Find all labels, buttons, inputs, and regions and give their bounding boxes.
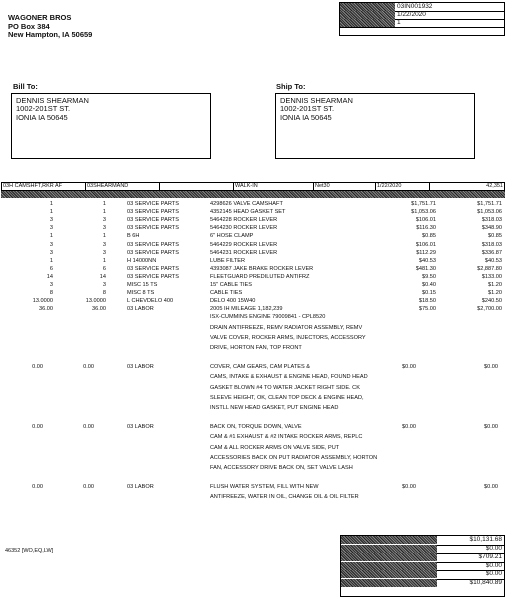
qty-ordered: 36.00 xyxy=(39,306,53,313)
item-category: 03 LABOR xyxy=(127,424,154,431)
redacted-label xyxy=(340,11,395,19)
qty-shipped: 0.00 xyxy=(83,364,94,371)
line-amount: $240.50 xyxy=(481,298,502,305)
bill-to-label: Bill To: xyxy=(13,82,38,91)
redacted-label xyxy=(340,19,395,27)
labor-note-line: FAN, ACCESSORY DRIVE BACK ON, SET VALVE LASH xyxy=(210,465,353,471)
qty-ordered: 3 xyxy=(49,282,53,288)
footer-code: 46352 [WO,EQ,LW] xyxy=(5,548,54,554)
qty-shipped: 13.0000 xyxy=(85,298,106,305)
line-amount: $1,053.06 xyxy=(477,209,502,216)
line-amount: $318.03 xyxy=(481,241,502,248)
item-category: 03 SERVICE PARTS xyxy=(127,273,179,280)
labor-note-line: SLEEVE HEIGHT, OK, CLEAN TOP DECK & ENGINE HEAD, xyxy=(210,394,364,401)
labor-note-line: CAM & #1 EXHAUST & #2 INTAKE ROCKER ARMS, REPLC xyxy=(210,434,363,441)
line-amount: $2,700.00 xyxy=(477,306,502,313)
invoice-page: 1 xyxy=(397,19,401,26)
qty-ordered: 1 xyxy=(49,209,53,216)
line-amount: $0.00 xyxy=(484,364,498,371)
qty-shipped: 14 xyxy=(99,273,106,280)
labor-note-line: DRIVE, HORTON FAN, TOP FRONT xyxy=(210,345,302,351)
invoice-page-row xyxy=(340,19,504,28)
unit-price: $40.53 xyxy=(418,257,436,264)
item-description: 4393087 JAKE BRAKE ROCKER LEVER xyxy=(210,265,314,272)
order-number: 42,351 xyxy=(486,183,503,189)
qty-shipped: 0.00 xyxy=(83,484,94,491)
qty-ordered: 6 xyxy=(49,265,53,272)
labor-note-line: ISX-CUMMINS ENGINE 79009841 - CPL8520 xyxy=(210,314,326,321)
bill-to-city: IONIA IA 50645 xyxy=(16,112,68,122)
unit-price: $106.01 xyxy=(415,241,436,248)
item-description: DELO 400 15W40 xyxy=(210,298,256,305)
bill-to-box xyxy=(11,93,211,159)
item-description: CABLE TIES xyxy=(210,290,243,297)
invoice-number: 03IN001932 xyxy=(397,3,433,10)
redacted-label xyxy=(341,570,437,578)
redacted-label xyxy=(341,579,437,587)
line-amount: $0.85 xyxy=(488,233,502,240)
qty-shipped: 3 xyxy=(102,225,106,232)
total-value: $0.00 xyxy=(485,570,502,578)
qty-ordered: 3 xyxy=(49,241,53,248)
labor-note-line: INSTLL NEW HEAD GASKET, PUT ENGINE HEAD xyxy=(210,405,339,411)
item-description: 2005 IH MILEAGE 1,182,239 xyxy=(210,306,283,313)
ship-to-name: DENNIS SHEARMAN xyxy=(280,96,353,105)
qty-shipped: 6 xyxy=(102,265,106,272)
item-category: H 14000NN xyxy=(127,257,157,264)
unit-price: $1,053.06 xyxy=(411,209,436,216)
qty-shipped: 0.00 xyxy=(83,424,94,431)
item-category: 03 SERVICE PARTS xyxy=(127,225,179,232)
redacted-label xyxy=(341,553,437,561)
unit-price: $112.29 xyxy=(416,249,436,256)
qty-shipped: 1 xyxy=(102,233,106,240)
unit-price: $0.00 xyxy=(402,364,416,371)
qty-ordered: 1 xyxy=(49,257,53,264)
table-header-bar xyxy=(1,191,505,198)
qty-shipped: 3 xyxy=(102,217,106,224)
unit-price: $0.85 xyxy=(422,233,436,240)
item-description: FLEETGUARD PREDILUTED ANTIFRZ xyxy=(210,273,310,280)
item-description: 15" CABLE TIES xyxy=(210,282,252,288)
line-amount: $336.87 xyxy=(481,249,502,256)
qty-ordered: 1 xyxy=(49,201,53,207)
item-description: 5464231 ROCKER LEVER xyxy=(210,249,278,256)
order-reference: 03H CAMSHFT,RKR AF xyxy=(2,183,86,190)
item-description: 5464229 ROCKER LEVER xyxy=(210,241,278,248)
unit-price: $0.00 xyxy=(402,484,416,491)
invoice-info-box xyxy=(339,2,505,36)
item-category: B 6H xyxy=(127,233,140,240)
unit-price: $9.50 xyxy=(422,273,436,280)
labor-note-line: CAMS, INTAKE & EXHAUST & ENGINE HEAD, FOUND HEAD xyxy=(210,374,368,381)
unit-price: $0.15 xyxy=(422,290,436,297)
line-amount: $318.03 xyxy=(481,217,502,224)
order-date: 1/22/2020 xyxy=(376,183,430,190)
line-amount: $1.20 xyxy=(488,290,502,297)
company-header xyxy=(8,14,92,40)
ship-via: WALK-IN xyxy=(234,183,314,190)
redacted-label xyxy=(341,545,437,553)
item-category: L CHEVDELO 400 xyxy=(127,298,174,305)
company-address-2: New Hampton, IA 50659 xyxy=(8,30,93,39)
item-description: 6" HOSE CLAMP xyxy=(210,233,254,240)
salesperson: 03SHEARMAND xyxy=(86,183,160,190)
item-category: 03 SERVICE PARTS xyxy=(127,209,179,216)
qty-shipped: 1 xyxy=(102,201,106,207)
item-category: 03 LABOR xyxy=(127,484,154,491)
labor-note-line: DRAIN ANTIFREEZE, REMV RADIATOR ASSEMBLY, REMV xyxy=(210,324,363,331)
item-description: 5464230 ROCKER LEVER xyxy=(210,225,278,232)
item-description: LUBE FILTER xyxy=(210,257,246,264)
bill-to-name: DENNIS SHEARMAN xyxy=(16,96,89,105)
line-amount: $1,751.71 xyxy=(477,201,502,207)
totals-row xyxy=(341,579,504,588)
line-amount: $348.90 xyxy=(481,225,502,232)
qty-shipped: 1 xyxy=(102,257,106,264)
item-category: MISC 15 TS xyxy=(127,282,158,288)
item-category: 03 LABOR xyxy=(127,306,154,313)
labor-note-line: BACK ON, TORQUE DOWN, VALVE xyxy=(210,424,302,431)
invoice-date: 1/22/2020 xyxy=(397,11,426,18)
redacted-label xyxy=(341,536,437,544)
unit-price: $481.30 xyxy=(415,265,436,272)
company-name: WAGONER BROS xyxy=(8,13,72,22)
qty-ordered: 8 xyxy=(49,290,53,297)
labor-note-line: ACCESSORIES BACK ON PUT RADIATOR ASSEMBLY, HORTON xyxy=(210,454,378,461)
labor-note-line: CAM & ALL ROCKER ARMS ON VALVE SIDE, PUT xyxy=(210,444,340,451)
line-amount: $1.20 xyxy=(488,282,502,288)
labor-note-line: ANTIFREEZE, WATER IN OIL, CHANGE OIL & OIL FILTER xyxy=(210,494,359,501)
company-address-1: PO Box 384 xyxy=(8,21,50,31)
ship-to-street: 1002-201ST ST. xyxy=(280,104,335,114)
qty-shipped: 36.00 xyxy=(92,306,106,313)
unit-price: $116.30 xyxy=(416,225,436,232)
qty-ordered: 3 xyxy=(49,217,53,224)
unit-price: $106.01 xyxy=(415,217,436,224)
unit-price: $1,751.71 xyxy=(411,201,436,207)
item-category: 03 SERVICE PARTS xyxy=(127,201,179,207)
ship-to-city: IONIA IA 50645 xyxy=(280,112,332,122)
qty-ordered: 3 xyxy=(49,225,53,232)
qty-ordered: 14 xyxy=(46,273,53,280)
item-category: 03 SERVICE PARTS xyxy=(127,217,179,224)
labor-note-line: GASKET BLOWN #4 TO WATER JACKET RIGHT SIDE. CK xyxy=(210,384,360,391)
item-category: 03 SERVICE PARTS xyxy=(127,249,179,256)
line-amount: $0.00 xyxy=(484,424,498,431)
qty-shipped: 8 xyxy=(102,290,106,297)
unit-price: $75.00 xyxy=(418,306,436,313)
total-value: $0.00 xyxy=(485,561,502,569)
item-category: MISC 8 TS xyxy=(127,290,155,297)
total-value: $709.21 xyxy=(478,553,502,561)
line-amount: $133.00 xyxy=(481,273,502,280)
unit-price: $18.50 xyxy=(418,298,436,305)
total-value: $0.00 xyxy=(485,544,502,552)
qty-shipped: 3 xyxy=(102,241,106,248)
grand-total: $10,840.89 xyxy=(469,579,502,586)
line-amount: $2,887.80 xyxy=(477,265,502,272)
terms: Net30 xyxy=(314,183,376,190)
item-category: 03 LABOR xyxy=(127,364,154,371)
qty-ordered: 0.00 xyxy=(32,364,43,371)
total-value: $10,131.68 xyxy=(469,536,502,543)
qty-shipped: 1 xyxy=(102,209,106,216)
qty-shipped: 3 xyxy=(102,249,106,256)
unit-price: $0.00 xyxy=(402,424,416,431)
item-description: 4352145 HEAD GASKET SET xyxy=(210,209,286,216)
line-amount: $0.00 xyxy=(484,484,498,491)
order-info-row xyxy=(1,182,505,191)
item-description: 5464228 ROCKER LEVER xyxy=(210,217,278,224)
qty-ordered: 3 xyxy=(49,249,53,256)
qty-ordered: 0.00 xyxy=(32,424,43,431)
ship-to-box xyxy=(275,93,475,159)
unit-price: $0.40 xyxy=(422,282,436,288)
totals-box xyxy=(340,535,505,597)
redacted-label xyxy=(340,3,395,11)
redacted-label xyxy=(341,562,437,570)
labor-note-line: VALVE COVER, ROCKER ARMS, INJECTORS, ACCESSORY xyxy=(210,334,366,341)
blank-cell xyxy=(160,183,234,190)
ship-to-label: Ship To: xyxy=(276,82,306,91)
labor-note-line: FLUSH WATER SYSTEM, FILL WITH NEW xyxy=(210,484,319,491)
qty-ordered: 0.00 xyxy=(32,484,43,491)
qty-ordered: 1 xyxy=(49,233,53,240)
qty-shipped: 3 xyxy=(102,282,106,288)
labor-note-line: COVER, CAM GEARS, CAM PLATES & xyxy=(210,364,310,371)
line-amount: $40.53 xyxy=(484,257,502,264)
qty-ordered: 13.0000 xyxy=(32,298,53,305)
item-category: 03 SERVICE PARTS xyxy=(127,265,179,272)
item-description: 4298626 VALVE CAMSHAFT xyxy=(210,201,283,207)
bill-to-street: 1002-201ST ST. xyxy=(16,104,71,114)
item-category: 03 SERVICE PARTS xyxy=(127,241,179,248)
